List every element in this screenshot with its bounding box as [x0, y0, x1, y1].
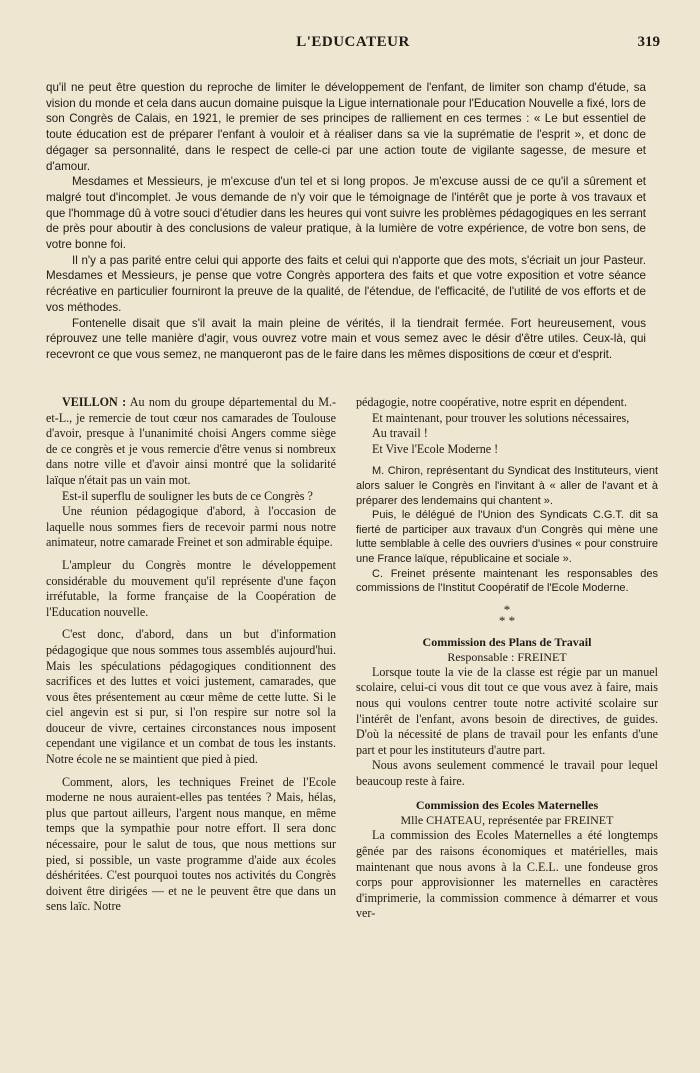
- report-paragraph: M. Chiron, représentant du Syndicat des Instituteurs, vient alors saluer le Congrès en l'invitant à « aller de l'avant et à préparer des lendemains qui chantent ».: [356, 465, 658, 507]
- body-paragraph: Une réunion pédagogique d'abord, à l'occasion de laquelle nous sommes fiers de recevoir parmi nous notre animateur, notre camarade Freinet et son admirable équipe.: [46, 504, 336, 550]
- body-paragraph: C'est donc, d'abord, dans un but d'information pédagogique que nous sommes tous assemblés aujourd'hui. Mais les spéculations pédagogiques conditionnent des sacrifices et des luttes et voici justement, camarades, que vous êtes présentement au cœur même de cette lutte. Si le ciel angevin est si pur, si l'on respire sur notre sol la douceur de vivre, certaines circonstances nous imposent cependant une vigilance et un combat de tous les instants. Notre école ne se maintient que pied à pied.: [46, 627, 336, 767]
- body-paragraph: L'ampleur du Congrès montre le développement considérable du mouvement qu'il représente d'une façon irréfutable, la forme française de la Coopération de l'Education nouvelle.: [46, 557, 336, 619]
- top-paragraph: qu'il ne peut être question du reproche de limiter le développement de l'enfant, de limiter son champ d'étude, sa vision du monde et cela dans aucun domaine puisque la Ligue internationale pour l'Education Nouvelle a fixé, lors de son Congrès de Calais, en 1921, le premier de ses principes de ralliement en ces termes : « Le but essentiel de toute éducation est de préparer l'enfant à vouloir et à réaliser dans sa vie la suprématie de l'esprit », et donc de dégager sa personnalité, dans le respect de celle-ci par une action toute de vigilante sagesse, de mesure et d'amour.: [46, 81, 646, 173]
- section-responsable: Mlle CHATEAU, représentée par FREINET: [400, 813, 614, 828]
- section-separator: * * *: [498, 601, 516, 628]
- report-paragraph: Puis, le délégué de l'Union des Syndicats C.G.T. dit sa fierté de participer aux travaux d'un Congrès qui mène une lutte semblable à celle des ouvriers d'usines « pour construire une France laïque, républicaine et sociale ».: [356, 509, 658, 565]
- journal-title: L'EDUCATEUR: [296, 34, 410, 50]
- speech-text: Au nom du groupe départemental du M.-et-L., je remercie de tout cœur nos camarades de Toulouse d'avoir, presque à l'unanimité choisi Angers comme siège de ce congrès et je vous remercie d'être venus si nombreux dans notre ville et d'avoir ainsi montré que la solidarité laïque n'était pas un vain mot.: [46, 395, 336, 487]
- top-paragraph: Mesdames et Messieurs, je m'excuse d'un tel et si long propos. Je m'excuse aussi de ce qu'il a sûrement et malgré tout d'incomplet. Je vous demande de n'y voir que le témoignage de l'intérêt que je porte à vos travaux et que l'hommage dû à votre souci d'étudier dans les heures qui vont suivre les problèmes pédagogiques en les serrant de près pour aboutir à des conclusions de valeur pratique, à la lumière de votre expérience, de votre bon sens, de votre bonne foi.: [46, 175, 646, 252]
- body-paragraph: Nous avons seulement commencé le travail pour lequel beaucoup reste à faire.: [356, 758, 658, 788]
- section-heading: Commission des Ecoles Maternelles: [415, 798, 599, 813]
- body-paragraph: La commission des Ecoles Maternelles a été longtemps gênée par des raisons économiques et matérielles, mais maintenant que nous avons à la C.E.L. une fondeuse gros corps pour approvisionner les maternelles en caractères d'imprimerie, la commission commence à démarrer et vous ver-: [356, 828, 658, 921]
- top-paragraph: Fontenelle disait que s'il avait la main pleine de vérités, il la tiendrait fermée. Fort heureusement, vous réprouvez une telle manière d'agir, vous ouvrez votre main et vous semez avec le désir d'être utiles. Ceux-là, qui recevront ce que vous semez, ne manqueront pas de le faire dans les mêmes dispositions de cœur et d'esprit.: [46, 316, 646, 361]
- continued-paragraph: pédagogie, notre coopérative, notre esprit en dépendent.: [356, 395, 627, 409]
- page-number: 319: [637, 34, 660, 50]
- opening-speech-conclusion: [46, 80, 646, 363]
- right-column: [356, 395, 658, 922]
- page-header: [46, 34, 660, 60]
- speaker-name: VEILLON :: [62, 395, 127, 409]
- body-paragraph: Lorsque toute la vie de la classe est régie par un manuel scolaire, celui-ci vous dit tout ce que vous avez à faire, mais nous qui voulons centrer toute notre activité scolaire sur l'intérêt de l'enfant, avons besoin de directives, de guides. D'où la nécessité de plans de travail pour les enfants d'une part et pour les instituteurs d'autre part.: [356, 664, 658, 757]
- report-paragraph: C. Freinet présente maintenant les responsables des commissions de l'Institut Coopératif de l'Ecole Moderne.: [356, 567, 658, 595]
- top-paragraph: Il n'y a pas parité entre celui qui apporte des faits et celui qui n'apporte que des mots, s'écriait un jour Pasteur. Mesdames et Messieurs, je pense que votre Congrès apportera des faits et que votre exposition et votre séance récréative en particulier fourniront la preuve de la qualité, de l'étendue, de l'efficacité, de l'utilité de vos efforts et de vos méthodes.: [46, 253, 646, 314]
- exclamation: Et Vive l'Ecole Moderne !: [372, 441, 499, 456]
- body-paragraph: Et maintenant, pour trouver les solutions nécessaires,: [372, 410, 630, 425]
- body-paragraph: Comment, alors, les techniques Freinet de l'Ecole moderne ne nous auraient-elles pas tentées ? Mais, hélas, plus que partout ailleurs, l'argent nous manque, en même temps que la sympathie pour notre effort. Il sera donc nécessaire, pour le salut de tous, que nous mettions sur pied, si possible, un vaste programme d'aide aux écoles déshéritées. C'est pourquoi toutes nos activités du Congrès doivent être dirigées — et ne le peuvent être que dans un sens laïc. Notre: [46, 774, 336, 914]
- exclamation: Au travail !: [372, 426, 428, 441]
- left-column: [46, 395, 336, 915]
- body-paragraph: [46, 395, 336, 489]
- section-responsable: Responsable : FREINET: [447, 649, 567, 664]
- section-heading: Commission des Plans de Travail: [422, 634, 592, 649]
- body-paragraph: Est-il superflu de souligner les buts de ce Congrès ?: [62, 488, 313, 503]
